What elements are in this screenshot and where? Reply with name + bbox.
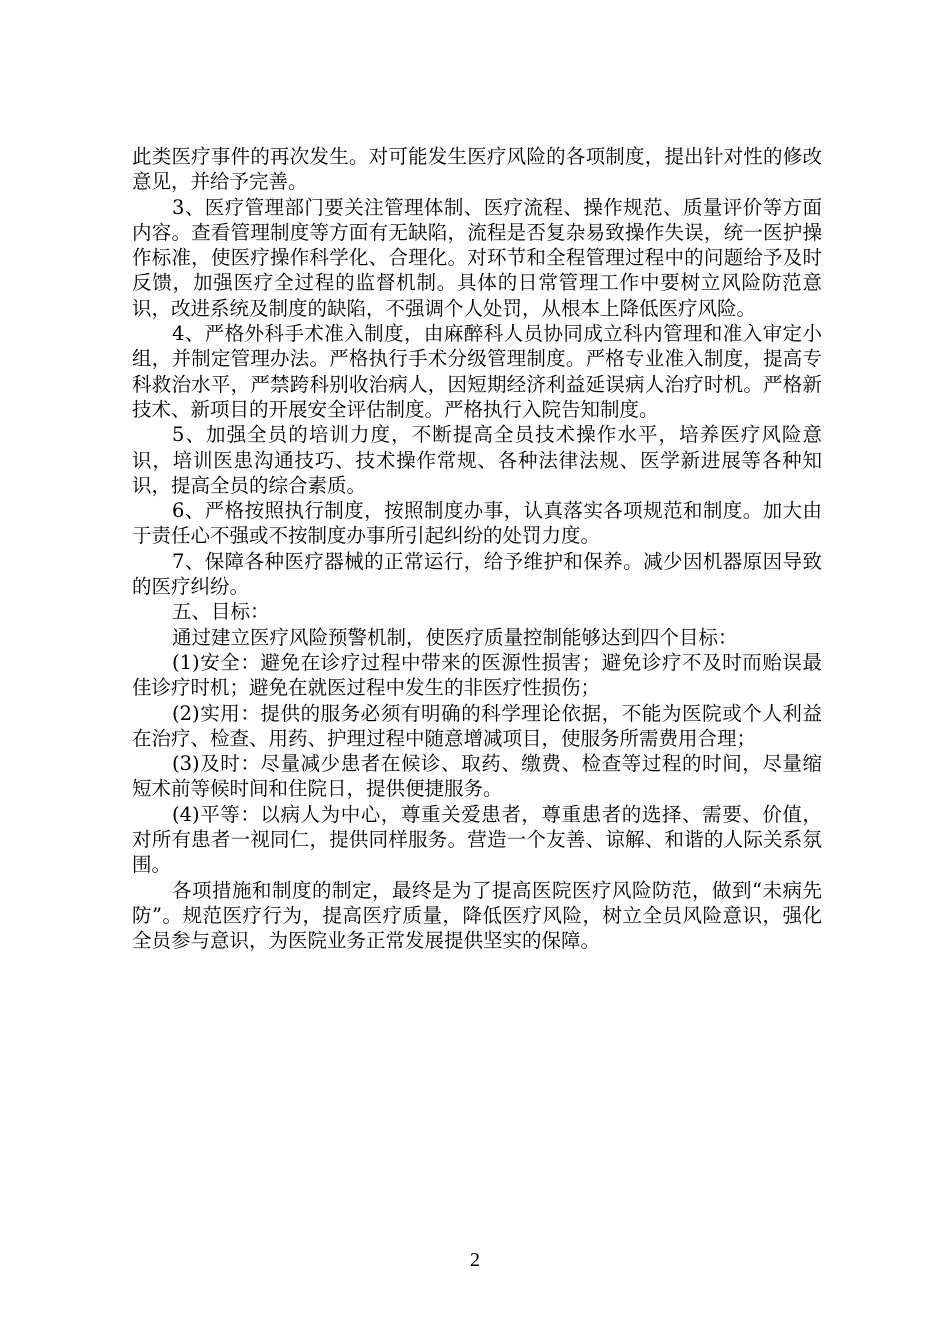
paragraph: (2)实用：提供的服务必须有明确的科学理论依据，不能为医院或个人利益在治疗、检查、用药、护理过程中随意增减项目，使服务所需费用合理； — [132, 701, 822, 750]
paragraph: 五、目标： — [172, 600, 270, 624]
paragraph: 4、严格外科手术准入制度，由麻醉科人员协同成立科内管理和准入审定小组，并制定管理办法。严格执行手术分级管理制度。严格专业准入制度，提高专科救治水平，严禁跨科别收治病人，因短期经济利益延误病人治疗时机。严格新技术、新项目的开展安全评估制度。严格执行入院告知制度。 — [132, 322, 822, 421]
paragraph: 3、医疗管理部门要关注管理体制、医疗流程、操作规范、质量评价等方面内容。查看管理制度等方面有无缺陷，流程是否复杂易致操作失误，统一医护操作标准，使医疗操作科学化、合理化。对环节和全程管理过程中的问题给予及时反馈，加强医疗全过程的监督机制。具体的日常管理工作中要树立风险防范意识，改进系统及制度的缺陷，不强调个人处罚，从根本上降低医疗风险。 — [132, 195, 822, 320]
paragraph: 此类医疗事件的再次发生。对可能发生医疗风险的各项制度，提出针对性的修改意见，并给予完善。 — [132, 145, 822, 194]
paragraph: 7、保障各种医疗器械的正常运行，给予维护和保养。减少因机器原因导致的医疗纠纷。 — [132, 549, 822, 599]
paragraph: 5、加强全员的培训力度，不断提高全员技术操作水平，培养医疗风险意识，培训医患沟通技巧、技术操作常规、各种法律法规、医学新进展等各种知识，提高全员的综合素质。 — [132, 423, 822, 497]
paragraph: (3)及时：尽量减少患者在候诊、取药、缴费、检查等过程的时间，尽量缩短术前等候时间和住院日，提供便捷服务。 — [132, 752, 822, 801]
page-number: 2 — [470, 1249, 480, 1271]
paragraph: 各项措施和制度的制定，最终是为了提高医院医疗风险防范，做到“未病先防”。规范医疗行为，提高医疗质量，降低医疗风险，树立全员风险意识，强化全员参与意识，为医院业务正常发展提供坚实的保障。 — [132, 878, 822, 953]
paragraph: (1)安全：避免在诊疗过程中带来的医源性损害；避免诊疗不及时而贻误最佳诊疗时机；避免在就医过程中发生的非医疗性损伤； — [132, 650, 822, 700]
paragraph: 6、严格按照执行制度，按照制度办事，认真落实各项规范和制度。加大由于责任心不强或不按制度办事所引起纠纷的处罚力度。 — [132, 499, 822, 548]
paragraph: (4)平等：以病人为中心，尊重关爱患者，尊重患者的选择、需要、价值，对所有患者一视同仁，提供同样服务。营造一个友善、谅解、和谐的人际关系氛围。 — [132, 802, 822, 877]
paragraph: 通过建立医疗风险预警机制，使医疗质量控制能够达到四个目标： — [172, 625, 738, 649]
document-body — [132, 144, 822, 954]
